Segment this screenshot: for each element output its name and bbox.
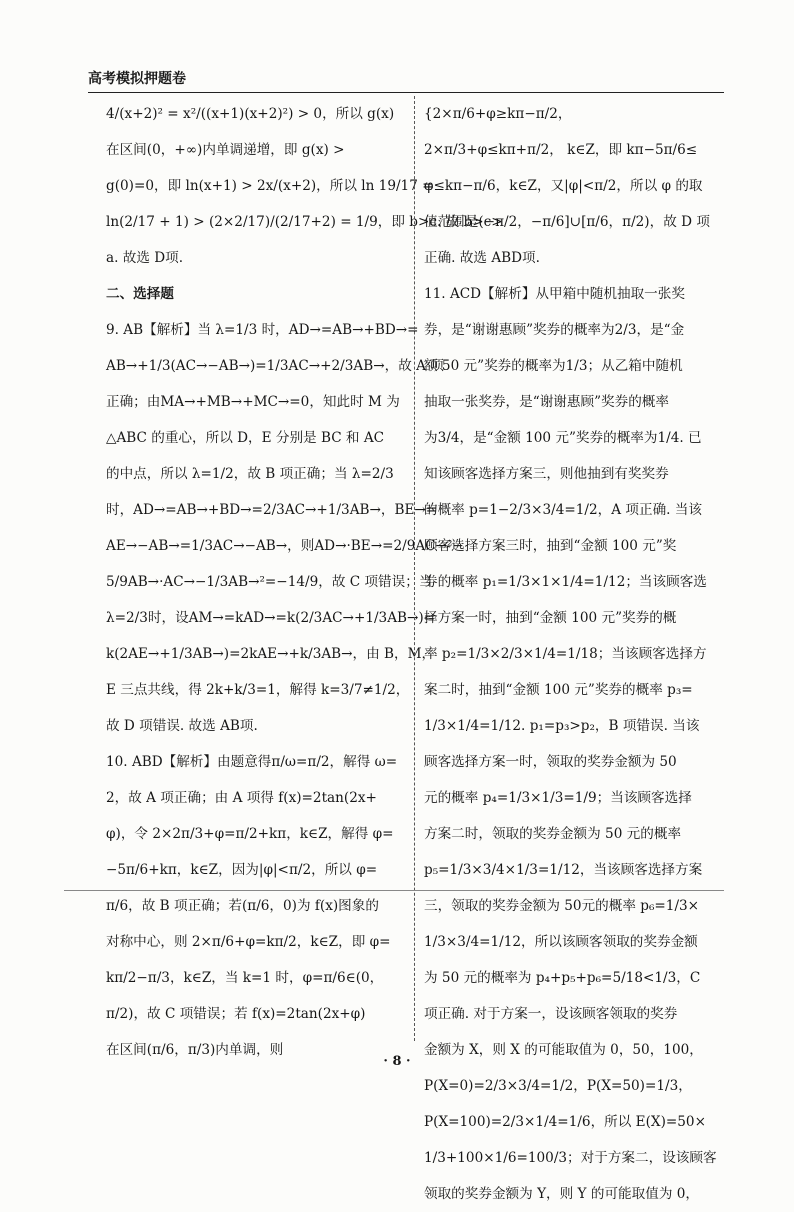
text-line: λ=2/3时，设AM→=kAD→=k(2/3AC→+1/3AB→)= (106, 610, 436, 626)
text-line: 4/(x+2)² = x²/((x+1)(x+2)²) > 0，所以 g(x) (106, 106, 395, 122)
text-line: 券，是“谢谢惠顾”奖券的概率为2/3，是“金 (424, 322, 685, 338)
text-line: −5π/6+kπ，k∈Z，因为|φ|<π/2，所以 φ= (106, 862, 378, 878)
text-line: 值范围是(−π/2，−π/6]∪[π/6，π/2)，故 D 项 (424, 214, 710, 230)
right-column (424, 96, 742, 1202)
text-line: 二、选择题 (106, 286, 174, 302)
text-line: 案二时，抽到“金额 100 元”奖券的概率 p₃= (424, 682, 693, 698)
text-line: 方案二时，领取的奖券金额为 50 元的概率 (424, 826, 682, 842)
column-divider (414, 96, 415, 1041)
text-line: 对称中心，则 2×π/6+φ=kπ/2，k∈Z，即 φ= (106, 934, 391, 950)
text-line: 10. ABD【解析】由题意得π/ω=π/2，解得 ω= (106, 754, 398, 770)
text-line: 额 50 元”奖券的概率为1/3；从乙箱中随机 (424, 358, 683, 374)
text-line: φ≤kπ−π/6，k∈Z，又|φ|<π/2，所以 φ 的取 (424, 178, 703, 194)
text-line: 的中点，所以 λ=1/2，故 B 项正确；当 λ=2/3 (106, 466, 394, 482)
text-line: △ABC 的重心，所以 D，E 分别是 BC 和 AC (106, 430, 385, 446)
text-line: 正确；由MA→+MB→+MC→=0，知此时 M 为 (106, 394, 400, 410)
text-line: 择方案一时，抽到“金额 100 元”奖券的概 (424, 610, 677, 626)
text-line: 金额为 X，则 X 的可能取值为 0，50，100， (424, 1042, 703, 1058)
text-line: ln(2/17 + 1) > (2×2/17)/(2/17+2) = 1/9，即 b>c. 故 b>c> (106, 214, 503, 230)
text-line: E 三点共线，得 2k+k/3=1，解得 k=3/7≠1/2， (106, 682, 410, 698)
text-line: 在区间(0，+∞)内单调递增，即 g(x) > (106, 142, 345, 158)
text-line: 为 50 元的概率为 p₄+p₅+p₆=5/18<1/3，C (424, 970, 701, 986)
text-line: 三，领取的奖券金额为 50元的概率 p₆=1/3× (424, 898, 700, 914)
page-number: · 8 · (383, 1054, 411, 1069)
text-line: 元的概率 p₄=1/3×1/3=1/9；当该顾客选择 (424, 790, 692, 806)
text-line: 9. AB【解析】当 λ=1/3 时，AD→=AB→+BD→= (106, 322, 419, 338)
text-line: 1/3+100×1/6=100/3；对于方案二，设该顾客 (424, 1150, 717, 1166)
text-line: 领取的奖券金额为 Y，则 Y 的可能取值为 0， (424, 1186, 699, 1202)
text-line: 项正确. 对于方案一，设该顾客领取的奖券 (424, 1006, 678, 1022)
text-line: {2×π/6+φ≥kπ−π/2， (424, 106, 572, 122)
text-line: 正确. 故选 ABD项. (424, 250, 540, 266)
text-line: AE→−AB→=1/3AC→−AB→，则AD→·BE→=2/9AC→²− (106, 538, 464, 554)
text-line: P(X=0)=2/3×3/4=1/2，P(X=50)=1/3， (424, 1078, 692, 1094)
text-line: 券的概率 p₁=1/3×1×1/4=1/12；当该顾客选 (424, 574, 707, 590)
text-line: π/2)，故 C 项错误；若 f(x)=2tan(2x+φ) (106, 1006, 366, 1022)
text-line: k(2AE→+1/3AB→)=2kAE→+k/3AB→，由 B，M， (106, 646, 436, 662)
text-line: 顾客选择方案一时，领取的奖券金额为 50 (424, 754, 677, 770)
text-line: p₅=1/3×3/4×1/3=1/12，当该顾客选择方案 (424, 862, 703, 878)
text-line: kπ/2−π/3，k∈Z，当 k=1 时，φ=π/6∈(0， (106, 970, 384, 986)
text-line: a. 故选 D项. (106, 250, 184, 266)
text-line: 故 D 项错误. 故选 AB项. (106, 718, 258, 734)
text-line: g(0)=0，即 ln(x+1) > 2x/(x+2)，所以 ln 19/17 = (106, 178, 434, 194)
text-line: 1/3×1/4=1/12. p₁=p₃>p₂，B 项错误. 当该 (424, 718, 700, 734)
page-crease (64, 890, 724, 891)
text-line: φ)，令 2×2π/3+φ=π/2+kπ，k∈Z，解得 φ= (106, 826, 394, 842)
text-line: 在区间(π/6，π/3)内单调，则 (106, 1042, 284, 1058)
text-line: 11. ACD【解析】从甲箱中随机抽取一张奖 (424, 286, 685, 302)
text-line: 顾客选择方案三时，抽到“金额 100 元”奖 (424, 538, 677, 554)
text-line: 1/3×3/4=1/12，所以该顾客领取的奖券金额 (424, 934, 698, 950)
header-title: 高考模拟押题卷 (88, 71, 186, 87)
text-line: AB→+1/3(AC→−AB→)=1/3AC→+2/3AB→，故 A 项 (106, 358, 444, 374)
text-line: π/6，故 B 项正确；若(π/6，0)为 f(x)图象的 (106, 898, 379, 914)
text-line: 为3/4，是“金额 100 元”奖券的概率为1/4. 已 (424, 430, 702, 446)
page-header (88, 64, 724, 93)
text-line: 知该顾客选择方案三，则他抽到有奖奖券 (424, 466, 669, 482)
text-line: 率 p₂=1/3×2/3×1/4=1/18；当该顾客选择方 (424, 646, 707, 662)
text-line: 2×π/3+φ≤kπ+π/2， k∈Z，即 kπ−5π/6≤ (424, 142, 698, 158)
text-line: 时，AD→=AB→+BD→=2/3AC→+1/3AB→，BE→= (106, 502, 438, 518)
text-line: 2，故 A 项正确；由 A 项得 f(x)=2tan(2x+ (106, 790, 377, 806)
text-line: 的概率 p=1−2/3×3/4=1/2，A 项正确. 当该 (424, 502, 702, 518)
text-line: 抽取一张奖券，是“谢谢惠顾”奖券的概率 (424, 394, 669, 410)
text-line: P(X=100)=2/3×1/4=1/6，所以 E(X)=50× (424, 1114, 706, 1130)
text-line: 5/9AB→·AC→−1/3AB→²=−14/9，故 C 项错误；当 (106, 574, 433, 590)
